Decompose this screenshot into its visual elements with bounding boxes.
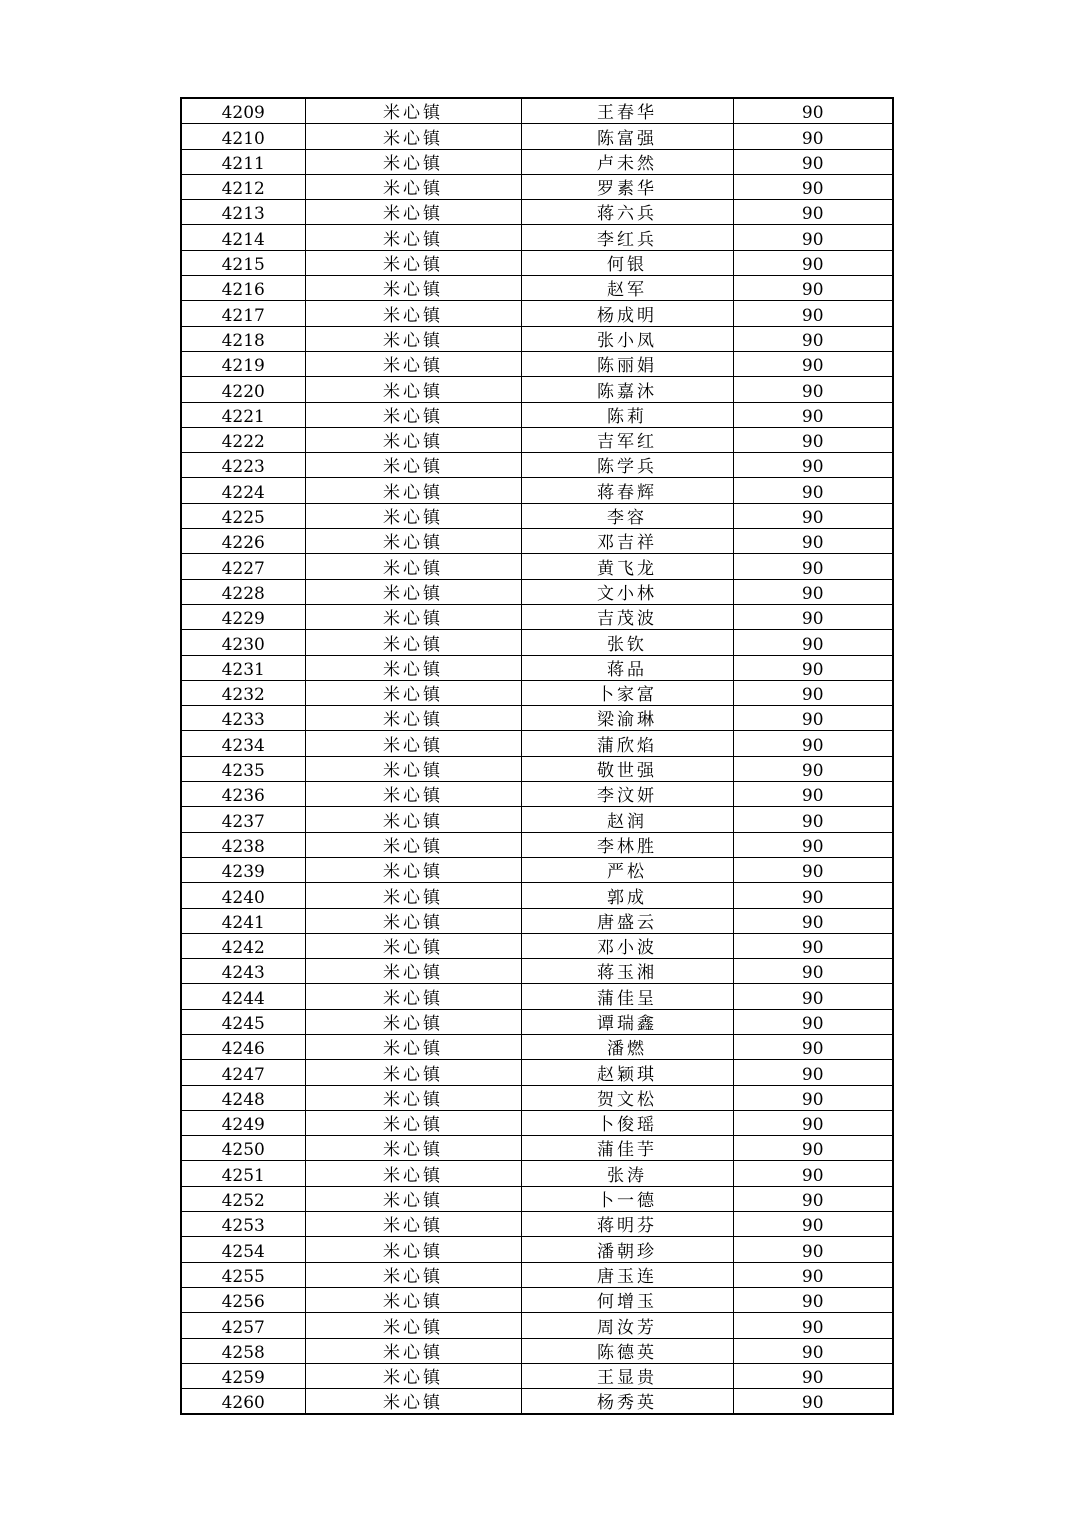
person-name-cell: 罗素华 bbox=[521, 174, 733, 199]
town-cell: 米心镇 bbox=[305, 1212, 521, 1237]
table-row bbox=[181, 98, 893, 124]
person-name-cell: 李红兵 bbox=[521, 225, 733, 250]
table-row bbox=[181, 1136, 893, 1161]
town-cell: 米心镇 bbox=[305, 377, 521, 402]
table-row bbox=[181, 680, 893, 705]
town-cell: 米心镇 bbox=[305, 756, 521, 781]
amount-cell: 90 bbox=[733, 1009, 893, 1034]
town-cell: 米心镇 bbox=[305, 1161, 521, 1186]
person-name-cell: 蒲佳芋 bbox=[521, 1136, 733, 1161]
amount-cell: 90 bbox=[733, 984, 893, 1009]
amount-cell: 90 bbox=[733, 579, 893, 604]
table-row bbox=[181, 1313, 893, 1338]
row-number-cell: 4228 bbox=[181, 579, 305, 604]
town-cell: 米心镇 bbox=[305, 98, 521, 124]
table-row bbox=[181, 933, 893, 958]
person-name-cell: 李汶妍 bbox=[521, 782, 733, 807]
amount-cell: 90 bbox=[733, 1262, 893, 1287]
person-name-cell: 陈富强 bbox=[521, 124, 733, 149]
table-row bbox=[181, 478, 893, 503]
amount-cell: 90 bbox=[733, 453, 893, 478]
table-row bbox=[181, 453, 893, 478]
person-name-cell: 赵颖琪 bbox=[521, 1060, 733, 1085]
person-name-cell: 陈学兵 bbox=[521, 453, 733, 478]
row-number-cell: 4249 bbox=[181, 1110, 305, 1135]
town-cell: 米心镇 bbox=[305, 529, 521, 554]
amount-cell: 90 bbox=[733, 883, 893, 908]
person-name-cell: 唐玉连 bbox=[521, 1262, 733, 1287]
table-row bbox=[181, 807, 893, 832]
town-cell: 米心镇 bbox=[305, 301, 521, 326]
table-row bbox=[181, 1009, 893, 1034]
town-cell: 米心镇 bbox=[305, 959, 521, 984]
person-name-cell: 杨成明 bbox=[521, 301, 733, 326]
town-cell: 米心镇 bbox=[305, 453, 521, 478]
table-row bbox=[181, 1085, 893, 1110]
table-row bbox=[181, 1363, 893, 1388]
table-row bbox=[181, 529, 893, 554]
amount-cell: 90 bbox=[733, 250, 893, 275]
person-name-cell: 唐盛云 bbox=[521, 908, 733, 933]
table-row bbox=[181, 326, 893, 351]
row-number-cell: 4257 bbox=[181, 1313, 305, 1338]
town-cell: 米心镇 bbox=[305, 174, 521, 199]
amount-cell: 90 bbox=[733, 1338, 893, 1363]
amount-cell: 90 bbox=[733, 402, 893, 427]
table-row bbox=[181, 782, 893, 807]
person-name-cell: 李林胜 bbox=[521, 832, 733, 857]
amount-cell: 90 bbox=[733, 149, 893, 174]
town-cell: 米心镇 bbox=[305, 149, 521, 174]
town-cell: 米心镇 bbox=[305, 1034, 521, 1059]
town-cell: 米心镇 bbox=[305, 1110, 521, 1135]
table-row bbox=[181, 1389, 893, 1415]
amount-cell: 90 bbox=[733, 200, 893, 225]
town-cell: 米心镇 bbox=[305, 554, 521, 579]
row-number-cell: 4255 bbox=[181, 1262, 305, 1287]
table-row bbox=[181, 706, 893, 731]
person-name-cell: 周汝芳 bbox=[521, 1313, 733, 1338]
person-name-cell: 蒋六兵 bbox=[521, 200, 733, 225]
table-row bbox=[181, 124, 893, 149]
table-row bbox=[181, 579, 893, 604]
row-number-cell: 4223 bbox=[181, 453, 305, 478]
person-name-cell: 邓吉祥 bbox=[521, 529, 733, 554]
amount-cell: 90 bbox=[733, 301, 893, 326]
amount-cell: 90 bbox=[733, 124, 893, 149]
person-name-cell: 李容 bbox=[521, 503, 733, 528]
town-cell: 米心镇 bbox=[305, 1262, 521, 1287]
town-cell: 米心镇 bbox=[305, 1136, 521, 1161]
town-cell: 米心镇 bbox=[305, 655, 521, 680]
town-cell: 米心镇 bbox=[305, 1060, 521, 1085]
table-row bbox=[181, 503, 893, 528]
amount-cell: 90 bbox=[733, 630, 893, 655]
amount-cell: 90 bbox=[733, 276, 893, 301]
town-cell: 米心镇 bbox=[305, 680, 521, 705]
town-cell: 米心镇 bbox=[305, 1363, 521, 1388]
row-number-cell: 4209 bbox=[181, 98, 305, 124]
row-number-cell: 4229 bbox=[181, 604, 305, 629]
table-row bbox=[181, 1060, 893, 1085]
row-number-cell: 4212 bbox=[181, 174, 305, 199]
amount-cell: 90 bbox=[733, 98, 893, 124]
person-name-cell: 张涛 bbox=[521, 1161, 733, 1186]
town-cell: 米心镇 bbox=[305, 1186, 521, 1211]
town-cell: 米心镇 bbox=[305, 200, 521, 225]
row-number-cell: 4221 bbox=[181, 402, 305, 427]
row-number-cell: 4246 bbox=[181, 1034, 305, 1059]
amount-cell: 90 bbox=[733, 1085, 893, 1110]
amount-cell: 90 bbox=[733, 174, 893, 199]
row-number-cell: 4233 bbox=[181, 706, 305, 731]
table-row bbox=[181, 1287, 893, 1312]
row-number-cell: 4211 bbox=[181, 149, 305, 174]
table-row bbox=[181, 1034, 893, 1059]
row-number-cell: 4231 bbox=[181, 655, 305, 680]
table-row bbox=[181, 301, 893, 326]
amount-cell: 90 bbox=[733, 1136, 893, 1161]
amount-cell: 90 bbox=[733, 1287, 893, 1312]
row-number-cell: 4244 bbox=[181, 984, 305, 1009]
row-number-cell: 4224 bbox=[181, 478, 305, 503]
row-number-cell: 4251 bbox=[181, 1161, 305, 1186]
table-row bbox=[181, 1237, 893, 1262]
town-cell: 米心镇 bbox=[305, 731, 521, 756]
amount-cell: 90 bbox=[733, 1313, 893, 1338]
row-number-cell: 4216 bbox=[181, 276, 305, 301]
person-name-cell: 郭成 bbox=[521, 883, 733, 908]
table-row bbox=[181, 174, 893, 199]
table-row bbox=[181, 225, 893, 250]
row-number-cell: 4210 bbox=[181, 124, 305, 149]
table-row bbox=[181, 883, 893, 908]
table-row bbox=[181, 377, 893, 402]
row-number-cell: 4250 bbox=[181, 1136, 305, 1161]
table-row bbox=[181, 1161, 893, 1186]
amount-cell: 90 bbox=[733, 1060, 893, 1085]
town-cell: 米心镇 bbox=[305, 630, 521, 655]
town-cell: 米心镇 bbox=[305, 807, 521, 832]
town-cell: 米心镇 bbox=[305, 250, 521, 275]
table-row bbox=[181, 1338, 893, 1363]
row-number-cell: 4256 bbox=[181, 1287, 305, 1312]
row-number-cell: 4214 bbox=[181, 225, 305, 250]
row-number-cell: 4225 bbox=[181, 503, 305, 528]
person-name-cell: 赵润 bbox=[521, 807, 733, 832]
person-name-cell: 卜家富 bbox=[521, 680, 733, 705]
row-number-cell: 4222 bbox=[181, 427, 305, 452]
person-name-cell: 王显贵 bbox=[521, 1363, 733, 1388]
row-number-cell: 4218 bbox=[181, 326, 305, 351]
person-name-cell: 严松 bbox=[521, 857, 733, 882]
row-number-cell: 4245 bbox=[181, 1009, 305, 1034]
town-cell: 米心镇 bbox=[305, 1085, 521, 1110]
town-cell: 米心镇 bbox=[305, 1338, 521, 1363]
table-row bbox=[181, 655, 893, 680]
row-number-cell: 4226 bbox=[181, 529, 305, 554]
amount-cell: 90 bbox=[733, 1161, 893, 1186]
amount-cell: 90 bbox=[733, 225, 893, 250]
person-name-cell: 卜一德 bbox=[521, 1186, 733, 1211]
town-cell: 米心镇 bbox=[305, 984, 521, 1009]
amount-cell: 90 bbox=[733, 959, 893, 984]
town-cell: 米心镇 bbox=[305, 427, 521, 452]
table-row bbox=[181, 149, 893, 174]
row-number-cell: 4230 bbox=[181, 630, 305, 655]
table-row bbox=[181, 604, 893, 629]
town-cell: 米心镇 bbox=[305, 478, 521, 503]
person-name-cell: 张小凤 bbox=[521, 326, 733, 351]
row-number-cell: 4235 bbox=[181, 756, 305, 781]
person-name-cell: 卜俊瑶 bbox=[521, 1110, 733, 1135]
row-number-cell: 4227 bbox=[181, 554, 305, 579]
row-number-cell: 4213 bbox=[181, 200, 305, 225]
person-name-cell: 张钦 bbox=[521, 630, 733, 655]
amount-cell: 90 bbox=[733, 554, 893, 579]
amount-cell: 90 bbox=[733, 655, 893, 680]
person-name-cell: 卢未然 bbox=[521, 149, 733, 174]
town-cell: 米心镇 bbox=[305, 1287, 521, 1312]
person-name-cell: 陈丽娟 bbox=[521, 351, 733, 376]
amount-cell: 90 bbox=[733, 756, 893, 781]
amount-cell: 90 bbox=[733, 1212, 893, 1237]
table-row bbox=[181, 402, 893, 427]
row-number-cell: 4247 bbox=[181, 1060, 305, 1085]
amount-cell: 90 bbox=[733, 933, 893, 958]
row-number-cell: 4259 bbox=[181, 1363, 305, 1388]
town-cell: 米心镇 bbox=[305, 782, 521, 807]
amount-cell: 90 bbox=[733, 782, 893, 807]
amount-cell: 90 bbox=[733, 731, 893, 756]
amount-cell: 90 bbox=[733, 427, 893, 452]
person-name-cell: 敬世强 bbox=[521, 756, 733, 781]
table-row bbox=[181, 554, 893, 579]
amount-cell: 90 bbox=[733, 326, 893, 351]
person-name-cell: 陈德英 bbox=[521, 1338, 733, 1363]
town-cell: 米心镇 bbox=[305, 1389, 521, 1415]
person-name-cell: 何银 bbox=[521, 250, 733, 275]
person-name-cell: 杨秀英 bbox=[521, 1389, 733, 1415]
town-cell: 米心镇 bbox=[305, 832, 521, 857]
person-name-cell: 陈嘉沐 bbox=[521, 377, 733, 402]
row-number-cell: 4217 bbox=[181, 301, 305, 326]
amount-cell: 90 bbox=[733, 807, 893, 832]
table-row bbox=[181, 857, 893, 882]
person-name-cell: 蒲欣焰 bbox=[521, 731, 733, 756]
person-name-cell: 蒲佳呈 bbox=[521, 984, 733, 1009]
table-row bbox=[181, 908, 893, 933]
amount-cell: 90 bbox=[733, 1110, 893, 1135]
table-row bbox=[181, 756, 893, 781]
amount-cell: 90 bbox=[733, 1034, 893, 1059]
town-cell: 米心镇 bbox=[305, 124, 521, 149]
person-name-cell: 蒋明芬 bbox=[521, 1212, 733, 1237]
row-number-cell: 4239 bbox=[181, 857, 305, 882]
town-cell: 米心镇 bbox=[305, 604, 521, 629]
person-name-cell: 吉茂波 bbox=[521, 604, 733, 629]
row-number-cell: 4237 bbox=[181, 807, 305, 832]
town-cell: 米心镇 bbox=[305, 276, 521, 301]
amount-cell: 90 bbox=[733, 478, 893, 503]
person-name-cell: 文小林 bbox=[521, 579, 733, 604]
town-cell: 米心镇 bbox=[305, 326, 521, 351]
table-row bbox=[181, 984, 893, 1009]
table-row bbox=[181, 1212, 893, 1237]
town-cell: 米心镇 bbox=[305, 857, 521, 882]
table-row bbox=[181, 959, 893, 984]
town-cell: 米心镇 bbox=[305, 883, 521, 908]
table-row bbox=[181, 200, 893, 225]
row-number-cell: 4258 bbox=[181, 1338, 305, 1363]
amount-cell: 90 bbox=[733, 857, 893, 882]
table-row bbox=[181, 276, 893, 301]
table-row bbox=[181, 832, 893, 857]
row-number-cell: 4240 bbox=[181, 883, 305, 908]
town-cell: 米心镇 bbox=[305, 908, 521, 933]
row-number-cell: 4220 bbox=[181, 377, 305, 402]
amount-cell: 90 bbox=[733, 1237, 893, 1262]
amount-cell: 90 bbox=[733, 908, 893, 933]
person-name-cell: 赵军 bbox=[521, 276, 733, 301]
row-number-cell: 4241 bbox=[181, 908, 305, 933]
town-cell: 米心镇 bbox=[305, 1237, 521, 1262]
row-number-cell: 4219 bbox=[181, 351, 305, 376]
amount-cell: 90 bbox=[733, 1186, 893, 1211]
row-number-cell: 4252 bbox=[181, 1186, 305, 1211]
table-row bbox=[181, 630, 893, 655]
row-number-cell: 4232 bbox=[181, 680, 305, 705]
table-row bbox=[181, 250, 893, 275]
person-name-cell: 谭瑞鑫 bbox=[521, 1009, 733, 1034]
row-number-cell: 4242 bbox=[181, 933, 305, 958]
table-row bbox=[181, 1262, 893, 1287]
person-name-cell: 贺文松 bbox=[521, 1085, 733, 1110]
town-cell: 米心镇 bbox=[305, 351, 521, 376]
row-number-cell: 4248 bbox=[181, 1085, 305, 1110]
person-name-cell: 陈莉 bbox=[521, 402, 733, 427]
amount-cell: 90 bbox=[733, 832, 893, 857]
person-name-cell: 梁渝琳 bbox=[521, 706, 733, 731]
town-cell: 米心镇 bbox=[305, 225, 521, 250]
amount-cell: 90 bbox=[733, 706, 893, 731]
row-number-cell: 4238 bbox=[181, 832, 305, 857]
table-row bbox=[181, 1110, 893, 1135]
row-number-cell: 4215 bbox=[181, 250, 305, 275]
person-name-cell: 潘燃 bbox=[521, 1034, 733, 1059]
town-cell: 米心镇 bbox=[305, 706, 521, 731]
table-row bbox=[181, 351, 893, 376]
amount-cell: 90 bbox=[733, 604, 893, 629]
town-cell: 米心镇 bbox=[305, 402, 521, 427]
person-name-cell: 蒋春辉 bbox=[521, 478, 733, 503]
person-name-cell: 何增玉 bbox=[521, 1287, 733, 1312]
amount-cell: 90 bbox=[733, 529, 893, 554]
roster-table-body bbox=[181, 98, 893, 1414]
table-row bbox=[181, 731, 893, 756]
person-name-cell: 王春华 bbox=[521, 98, 733, 124]
town-cell: 米心镇 bbox=[305, 1313, 521, 1338]
person-name-cell: 潘朝珍 bbox=[521, 1237, 733, 1262]
table-row bbox=[181, 1186, 893, 1211]
person-name-cell: 蒋品 bbox=[521, 655, 733, 680]
town-cell: 米心镇 bbox=[305, 579, 521, 604]
row-number-cell: 4243 bbox=[181, 959, 305, 984]
roster-table bbox=[180, 97, 894, 1415]
row-number-cell: 4253 bbox=[181, 1212, 305, 1237]
person-name-cell: 吉军红 bbox=[521, 427, 733, 452]
town-cell: 米心镇 bbox=[305, 933, 521, 958]
row-number-cell: 4234 bbox=[181, 731, 305, 756]
town-cell: 米心镇 bbox=[305, 1009, 521, 1034]
person-name-cell: 蒋玉湘 bbox=[521, 959, 733, 984]
amount-cell: 90 bbox=[733, 1389, 893, 1415]
amount-cell: 90 bbox=[733, 377, 893, 402]
amount-cell: 90 bbox=[733, 680, 893, 705]
row-number-cell: 4236 bbox=[181, 782, 305, 807]
row-number-cell: 4254 bbox=[181, 1237, 305, 1262]
amount-cell: 90 bbox=[733, 503, 893, 528]
town-cell: 米心镇 bbox=[305, 503, 521, 528]
amount-cell: 90 bbox=[733, 1363, 893, 1388]
person-name-cell: 黄飞龙 bbox=[521, 554, 733, 579]
person-name-cell: 邓小波 bbox=[521, 933, 733, 958]
row-number-cell: 4260 bbox=[181, 1389, 305, 1415]
amount-cell: 90 bbox=[733, 351, 893, 376]
table-row bbox=[181, 427, 893, 452]
